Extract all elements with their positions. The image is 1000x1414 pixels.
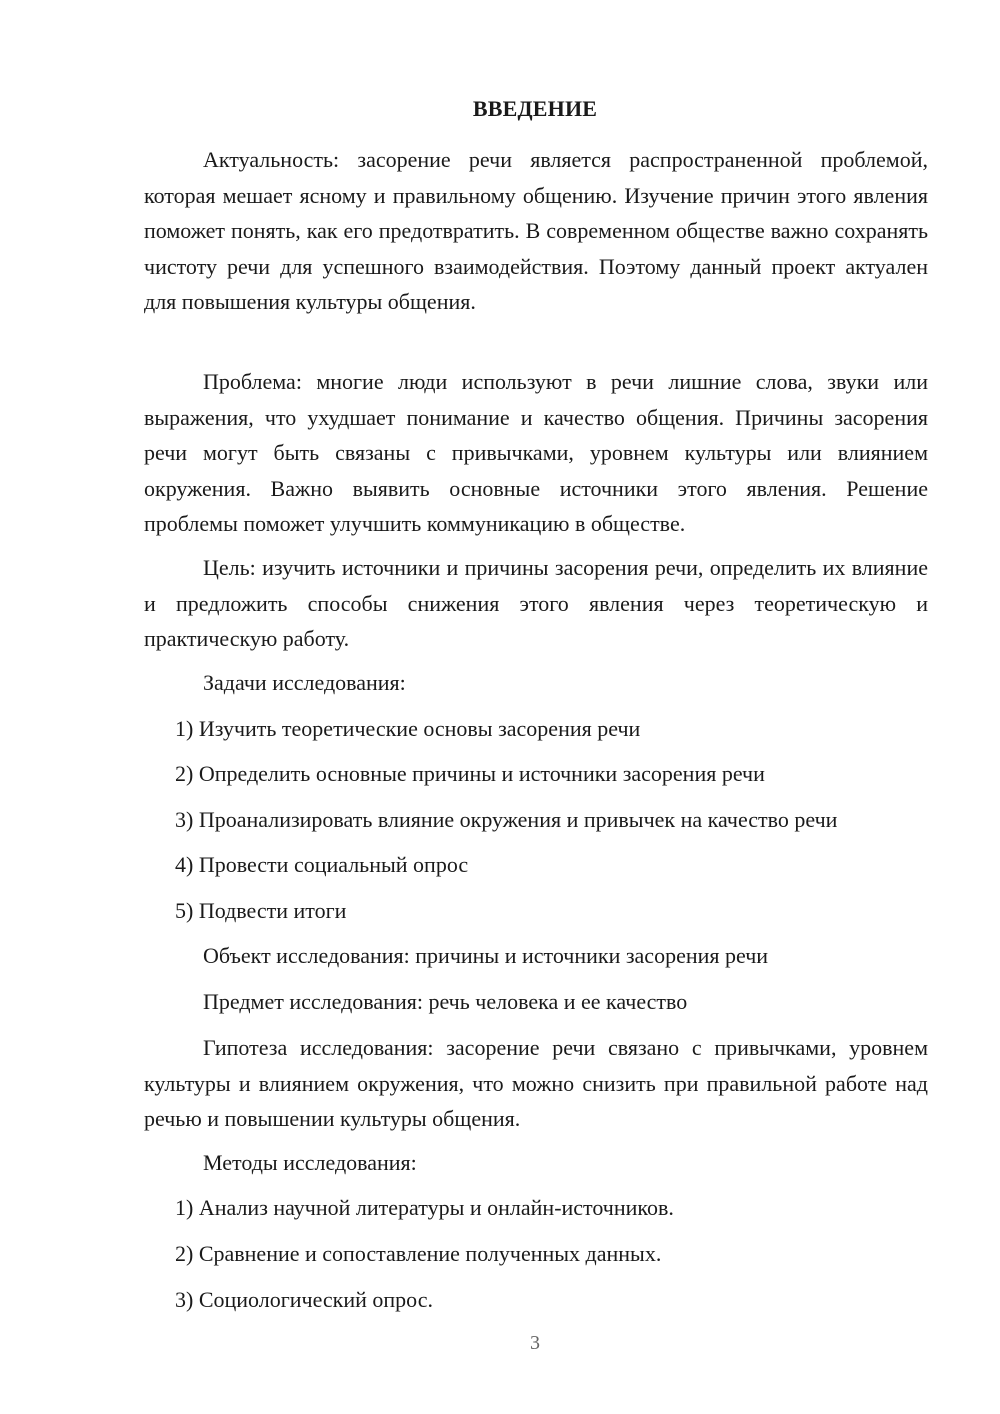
subject-line: Предмет исследования: речь человека и ее качество xyxy=(203,989,688,1014)
task-item: 5) Подвести итоги xyxy=(175,898,347,923)
page-number: 3 xyxy=(530,1332,540,1354)
hypothesis-paragraph: Гипотеза исследования: засорение речи связано с привычками, уровнем культуры и влиянием окружения, что можно снизить при правильной работе над речью и повышении культуры общения. xyxy=(144,1035,928,1131)
methods-heading: Методы исследования: xyxy=(203,1150,417,1175)
object-line: Объект исследования: причины и источники засорения речи xyxy=(203,943,769,968)
method-item: 1) Анализ научной литературы и онлайн-источников. xyxy=(175,1195,674,1220)
goal-paragraph: Цель: изучить источники и причины засорения речи, определить их влияние и предложить способы снижения этого явления через теоретическую и практическую работу. xyxy=(144,555,928,651)
task-item: 4) Провести социальный опрос xyxy=(175,852,469,877)
tasks-heading: Задачи исследования: xyxy=(203,670,406,695)
task-item: 1) Изучить теоретические основы засорения речи xyxy=(175,716,641,741)
page-title: ВВЕДЕНИЕ xyxy=(472,96,598,121)
task-item: 3) Проанализировать влияние окружения и привычек на качество речи xyxy=(175,807,838,832)
problem-paragraph: Проблема: многие люди используют в речи лишние слова, звуки или выражения, что ухудшает понимание и качество общения. Причины засорения речи могут быть связаны с привычками, уровнем культуры или влиянием окружения. Важно выявить основные источники этого явления. Решение проблемы поможет улучшить коммуникацию в обществе. xyxy=(144,369,928,536)
method-item: 2) Сравнение и сопоставление полученных данных. xyxy=(175,1241,662,1266)
task-item: 2) Определить основные причины и источники засорения речи xyxy=(175,761,765,786)
method-item: 3) Социологический опрос. xyxy=(175,1287,433,1312)
relevance-paragraph: Актуальность: засорение речи является распространенной проблемой, которая мешает ясному и правильному общению. Изучение причин этого явления поможет понять, как его предотвратить. В современном обществе важно сохранять чистоту речи для успешного взаимодействия. Поэтому данный проект актуален для повышения культуры общения. xyxy=(144,147,928,314)
